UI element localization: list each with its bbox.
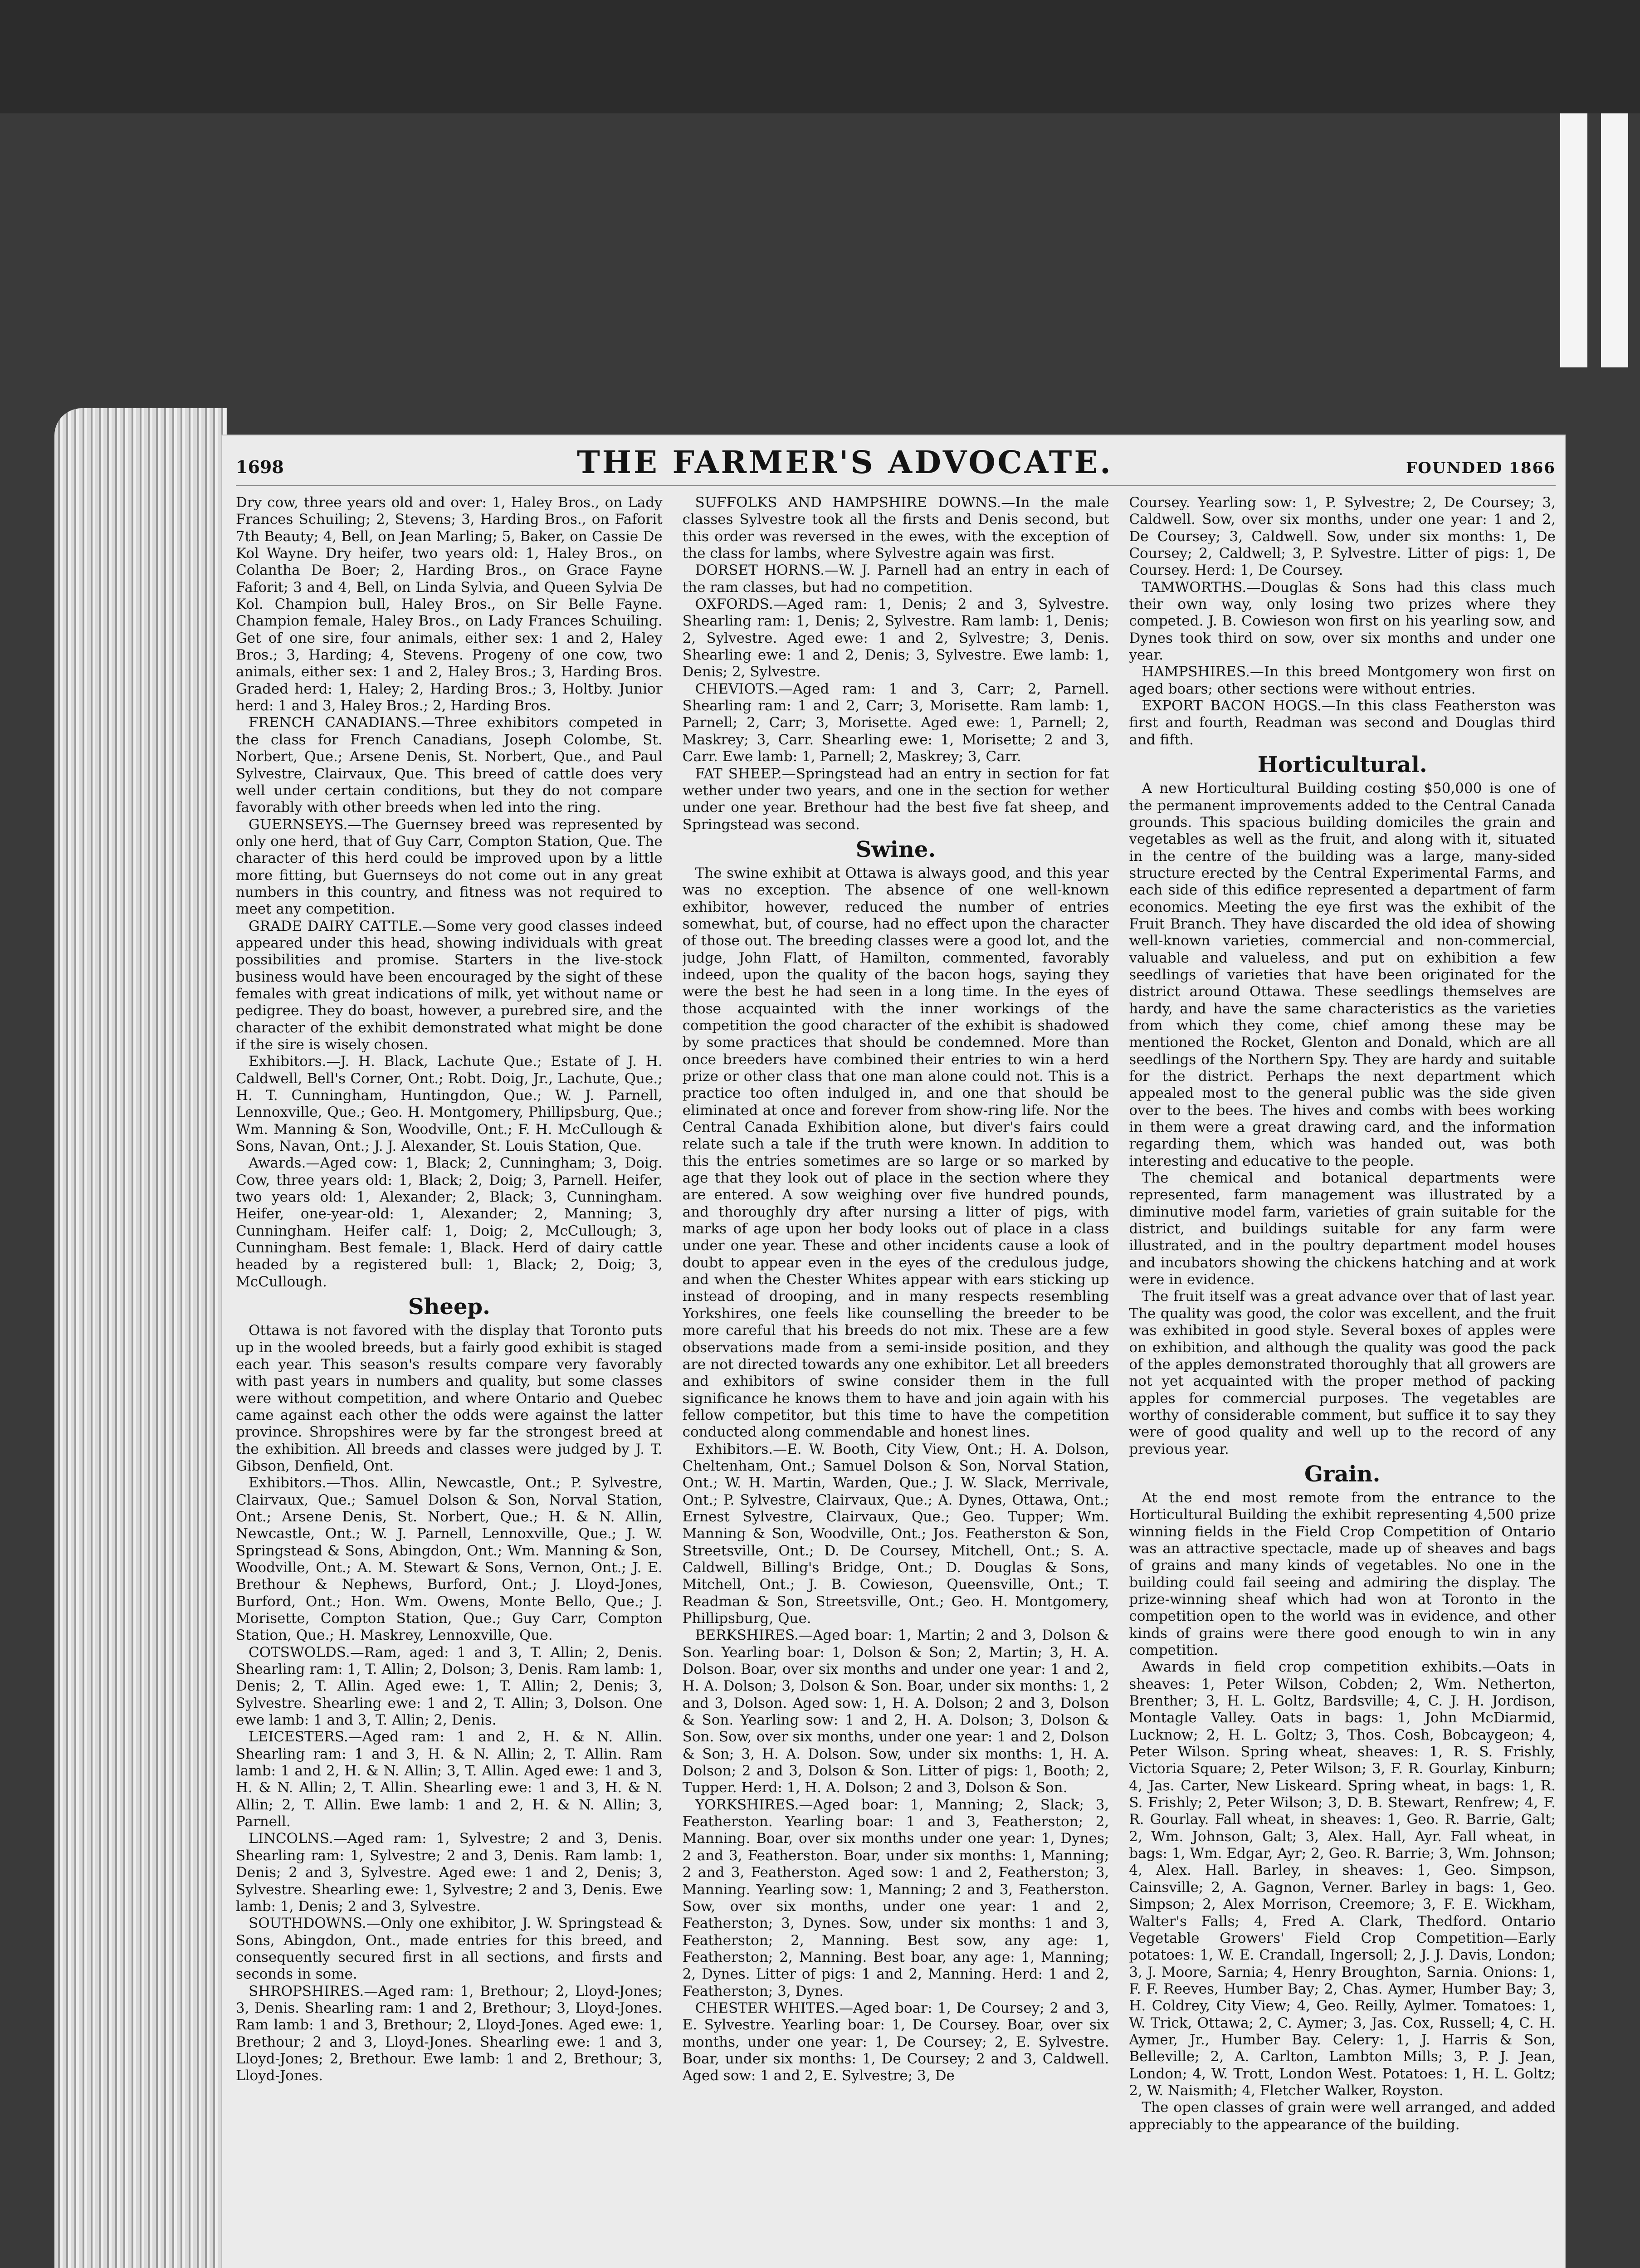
paragraph: GUERNSEYS.—The Guernsey breed was represented by only one herd, that of Guy Carr, Compton Station, Que. The character of this herd could be improved upon by a little more fitting, but Guernseys do not come out in any great numbers in this country, and fitness was not required to meet any competition. bbox=[236, 816, 663, 918]
paragraph: Awards.—Aged cow: 1, Black; 2, Cunningham; 3, Doig. Cow, three years old: 1, Black; 2, Doig; 3, Parnell. Heifer, two years old: 1, Alexander; 2, Black; 3, Cunningham. Heifer, one-year-old: 1, Alexander; 2, Manning; 3, Cunningham. Heifer calf: 1, Doig; 2, McCullough; 3, Cunningham. Best female: 1, Black. Herd of dairy cattle headed by a registered bull: 1, Black; 2, Doig; 3, McCullough. bbox=[236, 1155, 663, 1290]
paragraph: Exhibitors.—E. W. Booth, City View, Ont.; H. A. Dolson, Cheltenham, Ont.; Samuel Dolson & Son, Norval Station, Ont.; W. H. Martin, Warden, Que.; J. W. Slack, Merrivale, Ont.; P. Sylvestre, Clairvaux, Que.; A. Dynes, Ottawa, Ont.; Ernest Sylvestre, Clairvaux, Que.; Geo. Tupper; Wm. Manning & Son, Woodville, Ont.; Jos. Featherston & Son, Streetsville, Ont.; D. De Coursey, Mitchell, Ont.; S. A. Caldwell, Billing's Bridge, Ont.; D. Douglas & Sons, Mitchell, Ont.; J. B. Cowieson, Queensville, Ont.; T. Readman & Son, Streetsville, Ont.; Geo. H. Montgomery, Phillipsburg, Que. bbox=[682, 1441, 1109, 1627]
section-heading: Swine. bbox=[855, 836, 936, 862]
paragraph: The fruit itself was a great advance over that of last year. The quality was good, the color was excellent, and the fruit was exhibited in good style. Several boxes of apples were on exhibition, and although the quality was good the pack of the apples demonstrated thoroughly that all growers are not yet acquainted with the proper method of packing apples for commercial purposes. The vegetables are worthy of considerable comment, but suffice it to say they were of good quality and well up to the record of any previous year. bbox=[1129, 1288, 1556, 1457]
paragraph: SHROPSHIRES.—Aged ram: 1, Brethour; 2, Lloyd-Jones; 3, Denis. Shearling ram: 1 and 2, Brethour; 3, Lloyd-Jones. Ram lamb: 1 and 3, Brethour; 2, Lloyd-Jones. Aged ewe: 1, Brethour; 2 and 3, Lloyd-Jones. Shearling ewe: 1 and 3, Lloyd-Jones; 2, Brethour. Ewe lamb: 1 and 2, Brethour; 3, Lloyd-Jones. bbox=[236, 1983, 663, 2084]
page-header bbox=[236, 445, 1556, 486]
paragraph: TAMWORTHS.—Douglas & Sons had this class much their own way, only losing two prizes where they competed. J. B. Cowieson won first on his yearling sow, and Dynes took third on sow, over six months and under one year. bbox=[1129, 579, 1556, 664]
paragraph: Exhibitors.—Thos. Allin, Newcastle, Ont.; P. Sylvestre, Clairvaux, Que.; Samuel Dolson & Son, Norval Station, Ont.; Arsene Denis, St. Norbert, Que.; H. & N. Allin, Newcastle, Ont.; W. J. Parnell, Lennoxville, Que.; J. W. Springstead & Sons, Abingdon, Ont.; Wm. Manning & Son, Woodville, Ont.; A. M. Stewart & Sons, Vernon, Ont.; J. E. Brethour & Nephews, Burford, Ont.; J. Lloyd-Jones, Burford, Ont.; Hon. Wm. Owens, Monte Bello, Que.; J. Morisette, Compton Station, Que.; Guy Carr, Compton Station, Que.; H. Maskrey, Lennoxville, Que. bbox=[236, 1475, 663, 1644]
paragraph: CHEVIOTS.—Aged ram: 1 and 3, Carr; 2, Parnell. Shearling ram: 1 and 2, Carr; 3, Morisette. Ram lamb: 1, Parnell; 2, Carr; 3, Morisette. Aged ewe: 1, Parnell; 2, Maskrey; 3, Carr. Shearling ewe: 1, Morisette; 2 and 3, Carr. Ewe lamb: 1, Parnell; 2, Maskrey; 3, Carr. bbox=[682, 680, 1109, 765]
paragraph: The open classes of grain were well arranged, and added appreciably to the appearance of the building. bbox=[1129, 2099, 1556, 2133]
column-1 bbox=[236, 494, 663, 2268]
paragraph: BERKSHIRES.—Aged boar: 1, Martin; 2 and 3, Dolson & Son. Yearling boar: 1, Dolson & Son; 2, Martin; 3, H. A. Dolson. Boar, over six months and under one year: 1 and 2, H. A. Dolson; 3, Dolson & Son. Boar, under six months: 1, 2 and 3, Dolson. Aged sow: 1, H. A. Dolson; 2 and 3, Dolson & Son. Yearling sow: 1 and 2, H. A. Dolson; 3, Dolson & Son. Sow, over six months, under one year: 1 and 2, Dolson & Son; 3, H. A. Dolson. Sow, under six months: 1, H. A. Dolson; 2 and 3, Dolson & Son. Litter of pigs: 1, Booth; 2, Tupper. Herd: 1, H. A. Dolson; 2 and 3, Dolson & Son. bbox=[682, 1627, 1109, 1796]
newspaper-page bbox=[222, 435, 1565, 2268]
paragraph: At the end most remote from the entrance to the Horticultural Building the exhibit representing 4,500 prize winning fields in the Field Crop Competition of Ontario was an attractive spectacle, made up of sheaves and bags of grains and many kinds of vegetables. No one in the building could fail seeing and admiring the display. The prize-winning sheaf which had won at Toronto in the competition open to the world was in evidence, and other kinds of grains were there good enough to win in any competition. bbox=[1129, 1489, 1556, 1658]
paragraph: LINCOLNS.—Aged ram: 1, Sylvestre; 2 and 3, Denis. Shearling ram: 1, Sylvestre; 2 and 3, Denis. Ram lamb: 1, Denis; 2 and 3, Sylvestre. Aged ewe: 1 and 2, Denis; 3, Sylvestre. Shearling ewe: 1, Sylvestre; 2 and 3, Denis. Ewe lamb: 1, Denis; 2 and 3, Sylvestre. bbox=[236, 1830, 663, 1915]
paragraph: The chemical and botanical departments were represented, farm management was illustrated by a diminutive model farm, varieties of grain suitable for the district, and buildings suitable for any farm were illustrated, and in the poultry department model houses and incubators showing the chickens hatching and at work were in evidence. bbox=[1129, 1170, 1556, 1288]
scan-marker-left bbox=[1560, 113, 1587, 367]
paragraph: EXPORT BACON HOGS.—In this class Featherston was first and fourth, Readman was second and Douglas third and fifth. bbox=[1129, 698, 1556, 748]
paragraph: CHESTER WHITES.—Aged boar: 1, De Coursey; 2 and 3, E. Sylvestre. Yearling boar: 1, De Coursey. Boar, over six months, under one year: 1, De Coursey; 2, E. Sylvestre. Boar, under six months: 1, De Coursey; 2 and 3, Caldwell. Aged sow: 1 and 2, E. Sylvestre; 3, De bbox=[682, 1999, 1109, 2084]
paragraph: Ottawa is not favored with the display that Toronto puts up in the wooled breeds, but a fairly good exhibit is staged each year. This season's results compare very favorably with past years in numbers and quality, but some classes were without competition, and where Ontario and Quebec came against each other the odds were against the latter province. Shropshires were by far the strongest breed at the exhibition. All breeds and classes were judged by J. T. Gibson, Denfield, Ont. bbox=[236, 1322, 663, 1474]
column-2 bbox=[683, 494, 1109, 2268]
paragraph: Dry cow, three years old and over: 1, Haley Bros., on Lady Frances Schuiling; 2, Stevens; 3, Harding Bros., on Faforit 7th Beauty; 4, Bell, on Jean Marling; 5, Baker, on Cassie De Kol Wayne. Dry heifer, two years old: 1, Haley Bros., on Colantha De Boer; 2, Harding Bros., on Grace Fayne Faforit; 3 and 4, Bell, on Linda Sylvia, and Queen Sylvia De Kol. Champion bull, Haley Bros., on Sir Belle Fayne. Champion female, Haley Bros., on Lady Frances Schuiling. Get of one sire, four animals, either sex: 1 and 2, Haley Bros.; 3, Harding; 4, Stevens. Progeny of one cow, two animals, either sex: 1 and 2, Haley Bros.; 3, Harding Bros. Graded herd: 1, Haley; 2, Harding Bros.; 3, Holtby. Junior herd: 1 and 3, Haley Bros.; 2, Harding Bros. bbox=[236, 494, 663, 714]
paragraph: YORKSHIRES.—Aged boar: 1, Manning; 2, Slack; 3, Featherston. Yearling boar: 1 and 3, Featherston; 2, Manning. Boar, over six months under one year: 1, Dynes; 2 and 3, Featherston. Boar, under six months: 1, Manning; 2 and 3, Featherston. Aged sow: 1 and 2, Featherston; 3, Manning. Yearling sow: 1, Manning; 2 and 3, Featherston. Sow, over six months, under one year: 1 and 2, Featherston; 3, Dynes. Sow, under six months: 1 and 3, Featherston; 2, Manning. Best sow, any age: 1, Featherston; 2, Manning. Best boar, any age: 1, Manning; 2, Dynes. Litter of pigs: 1 and 2, Manning. Herd: 1 and 2, Featherston; 3, Dynes. bbox=[682, 1796, 1109, 1999]
paragraph: SUFFOLKS AND HAMPSHIRE DOWNS.—In the male classes Sylvestre took all the firsts and Denis second, but this order was reversed in the ewes, with the exception of the class for lambs, where Sylvestre again was first. bbox=[682, 494, 1109, 562]
paragraph: Coursey. Yearling sow: 1, P. Sylvestre; 2, De Coursey; 3, Caldwell. Sow, over six months, under one year: 1 and 2, De Coursey; 3, Caldwell. Sow, under six months: 1, De Coursey; 2, Caldwell; 3, P. Sylvestre. Litter of pigs: 1, De Coursey. Herd: 1, De Coursey. bbox=[1129, 494, 1556, 579]
masthead-title: THE FARMER'S ADVOCATE. bbox=[577, 445, 1113, 481]
paragraph: LEICESTERS.—Aged ram: 1 and 2, H. & N. Allin. Shearling ram: 1 and 3, H. & N. Allin; 2, T. Allin. Ram lamb: 1 and 2, H. & N. Allin; 3, T. Allin. Aged ewe: 1 and 3, H. & N. Allin; 2, T. Allin. Shearling ewe: 1 and 3, H. & N. Allin; 2, T. Allin. Ewe lamb: 1 and 2, H. & N. Allin; 3, Parnell. bbox=[236, 1729, 663, 1830]
section-heading: Grain. bbox=[1304, 1461, 1381, 1487]
paragraph: Awards in field crop competition exhibits.—Oats in sheaves: 1, Peter Wilson, Cobden; 2, Wm. Netherton, Brenther; 3, H. L. Goltz, Bardsville; 4, C. J. H. Jordison, Montagle Valley. Oats in bags: 1, John McDiarmid, Lucknow; 2, H. L. Goltz; 3, Thos. Cosh, Bobcaygeon; 4, Peter Wilson. Spring wheat, sheaves: 1, R. S. Frishly, Victoria Square; 2, Peter Wilson; 3, F. R. Gourlay, Kinburn; 4, Jas. Carter, New Liskeard. Spring wheat, in bags: 1, R. S. Frishly; 2, Peter Wilson; 3, D. B. Stewart, Renfrew; 4, F. R. Gourlay. Fall wheat, in sheaves: 1, Geo. R. Barrie, Galt; 2, Wm. Johnson, Galt; 3, Alex. Hall, Ayr. Fall wheat, in bags: 1, Wm. Edgar, Ayr; 2, Geo. R. Barrie; 3, Wm. Johnson; 4, Alex. Hall. Barley, in sheaves: 1, Geo. Simpson, Cainsville; 2, A. Gagnon, Verner. Barley in bags: 1, Geo. Simpson; 2, Alex Morrison, Creemore; 3, F. E. Wickham, Walter's Falls; 4, Fred A. Clark, Thedford. Ontario Vegetable Growers' Field Crop Competition—Early potatoes: 1, W. E. Crandall, Ingersoll; 2, J. J. Davis, London; 3, J. Moore, Sarnia; 4, Henry Broughton, Sarnia. Onions: 1, F. F. Reeves, Humber Bay; 2, Chas. Aymer, Humber Bay; 3, H. Coldrey, City View; 4, Geo. Reilly, Aylmer. Tomatoes: 1, W. Trick, Ottawa; 2, C. Aymer; 3, Jas. Cox, Russell; 4, C. H. Aymer, Jr., Humber Bay. Celery: 1, J. Harris & Son, Belleville; 2, A. Carlton, Lambton Mills; 3, P. J. Jean, London; 4, W. Trott, London West. Potatoes: 1, H. L. Goltz; 2, W. Naismith; 4, Fletcher Walker, Royston. bbox=[1129, 1659, 1556, 2099]
paragraph: FAT SHEEP.—Springstead had an entry in section for fat wether under two years, and one in the section for wether under one year. Brethour had the best five fat sheep, and Springstead was second. bbox=[682, 765, 1109, 833]
section-heading: Sheep. bbox=[408, 1294, 490, 1320]
paragraph: HAMPSHIRES.—In this breed Montgomery won first on aged boars; other sections were without entries. bbox=[1129, 664, 1556, 697]
founded-date: FOUNDED 1866 bbox=[1406, 459, 1556, 477]
article-columns bbox=[236, 494, 1556, 2268]
book-page-edges bbox=[54, 408, 227, 2268]
paragraph: FRENCH CANADIANS.—Three exhibitors competed in the class for French Canadians, Joseph Colombe, St. Norbert, Que.; Arsene Denis, St. Norbert, Que., and Paul Sylvestre, Clairvaux, Que. This breed of cattle does very well under certain conditions, but they do not compare favorably with other breeds when led into the ring. bbox=[236, 714, 663, 816]
paragraph: The swine exhibit at Ottawa is always good, and this year was no exception. The absence of one well-known exhibitor, however, reduced the number of entries somewhat, but, of course, had no effect upon the character of those out. The breeding classes were a good lot, and the judge, John Flatt, of Hamilton, commented, favorably indeed, upon the quality of the bacon hogs, saying they were the best he had seen in a long time. In the eyes of those acquainted with the inner workings of the competition the good character of the exhibit is shadowed by some practices that should be condemned. More than once breeders have combined their entries to win a herd prize or other class that one man alone could not. This is a practice too often indulged in, and one that should be eliminated at once and forever from show-ring life. Nor the Central Canada Exhibition alone, but diver's fairs could relate such a tale if the truth were known. In addition to this the entries sometimes are so large or so marked by age that they look out of place in the section where they are entered. A sow weighing over five hundred pounds, and thoroughly dry after nursing a litter of pigs, with marks of age upon her body looks out of place in a class under one year. These and other incidents cause a look of doubt to appear even in the eyes of the credulous judge, and when the Chester Whites appear with ears sticking up instead of drooping, and in many respects resembling Yorkshires, one feels like counselling the breeder to be more careful that his breeds do not mix. These are a few observations made from a semi-inside position, and they are not directed towards any one exhibitor. Let all breeders and exhibitors of swine consider them in the full significance he knows them to have and join again with his fellow competitor, but this time to have the competition conducted along commendable and honest lines. bbox=[682, 865, 1109, 1441]
top-dark-band bbox=[0, 0, 1640, 113]
paragraph: DORSET HORNS.—W. J. Parnell had an entry in each of the ram classes, but had no competition. bbox=[682, 562, 1109, 596]
paragraph: OXFORDS.—Aged ram: 1, Denis; 2 and 3, Sylvestre. Shearling ram: 1, Denis; 2, Sylvestre. Ram lamb: 1, Denis; 2, Sylvestre. Aged ewe: 1 and 2, Sylvestre; 3, Denis. Shearling ewe: 1 and 2, Denis; 3, Sylvestre. Ewe lamb: 1, Denis; 2, Sylvestre. bbox=[682, 596, 1109, 680]
paragraph: A new Horticultural Building costing $50,000 is one of the permanent improvements added to the Central Canada grounds. This spacious building domiciles the grain and vegetables as well as the fruit, and along with it, situated in the centre of the building was a large, many-sided structure erected by the Central Experimental Farms, and each side of this edifice represented a department of farm economics. Meeting the eye first was the exhibit of the Fruit Branch. They have discarded the old idea of showing well-known varieties, commercial and non-commercial, valuable and valueless, and put on exhibition a few seedlings of varieties that have been originated for the district around Ottawa. These seedlings themselves are hardy, and have the same characteristics as the varieties from which they come, chief among these may be mentioned the Rocket, Glenton and Donald, which are all seedlings of the Northern Spy. They are hardy and suitable for the district. Perhaps the next department which appealed most to the general public was the side given over to the bees. The hives and combs with bees working in them were a great drawing card, and the information regarding them, which was handed out, was both interesting and educative to the people. bbox=[1129, 780, 1556, 1169]
paragraph: SOUTHDOWNS.—Only one exhibitor, J. W. Springstead & Sons, Abingdon, Ont., made entries for this breed, and consequently secured first in all sections, and firsts and seconds in some. bbox=[236, 1915, 663, 1983]
paragraph: GRADE DAIRY CATTLE.—Some very good classes indeed appeared under this head, showing individuals with great possibilities and promise. Starters in the live-stock business would have been encouraged by the sight of these females with great indications of milk, yet without name or pedigree. They do boast, however, a purebred sire, and the character of the exhibit demonstrated what might be done if the sire is wisely chosen. bbox=[236, 918, 663, 1053]
column-3 bbox=[1129, 494, 1556, 2268]
paragraph: Exhibitors.—J. H. Black, Lachute Que.; Estate of J. H. Caldwell, Bell's Corner, Ont.; Robt. Doig, Jr., Lachute, Que.; H. T. Cunningham, Huntingdon, Que.; W. J. Parnell, Lennoxville, Que.; Geo. H. Montgomery, Phillipsburg, Que.; Wm. Manning & Son, Woodville, Ont.; F. H. McCullough & Sons, Navan, Ont.; J. J. Alexander, St. Louis Station, Que. bbox=[236, 1053, 663, 1155]
paragraph: COTSWOLDS.—Ram, aged: 1 and 3, T. Allin; 2, Denis. Shearling ram: 1, T. Allin; 2, Dolson; 3, Denis. Ram lamb: 1, Denis; 2, T. Allin. Aged ewe: 1, T. Allin; 2, Denis; 3, Sylvestre. Shearling ewe: 1 and 2, T. Allin; 3, Dolson. One ewe lamb: 1 and 3, T. Allin; 2, Denis. bbox=[236, 1644, 663, 1729]
section-heading: Horticultural. bbox=[1257, 752, 1427, 778]
page-number: 1698 bbox=[236, 457, 284, 477]
scan-marker-right bbox=[1601, 113, 1628, 367]
